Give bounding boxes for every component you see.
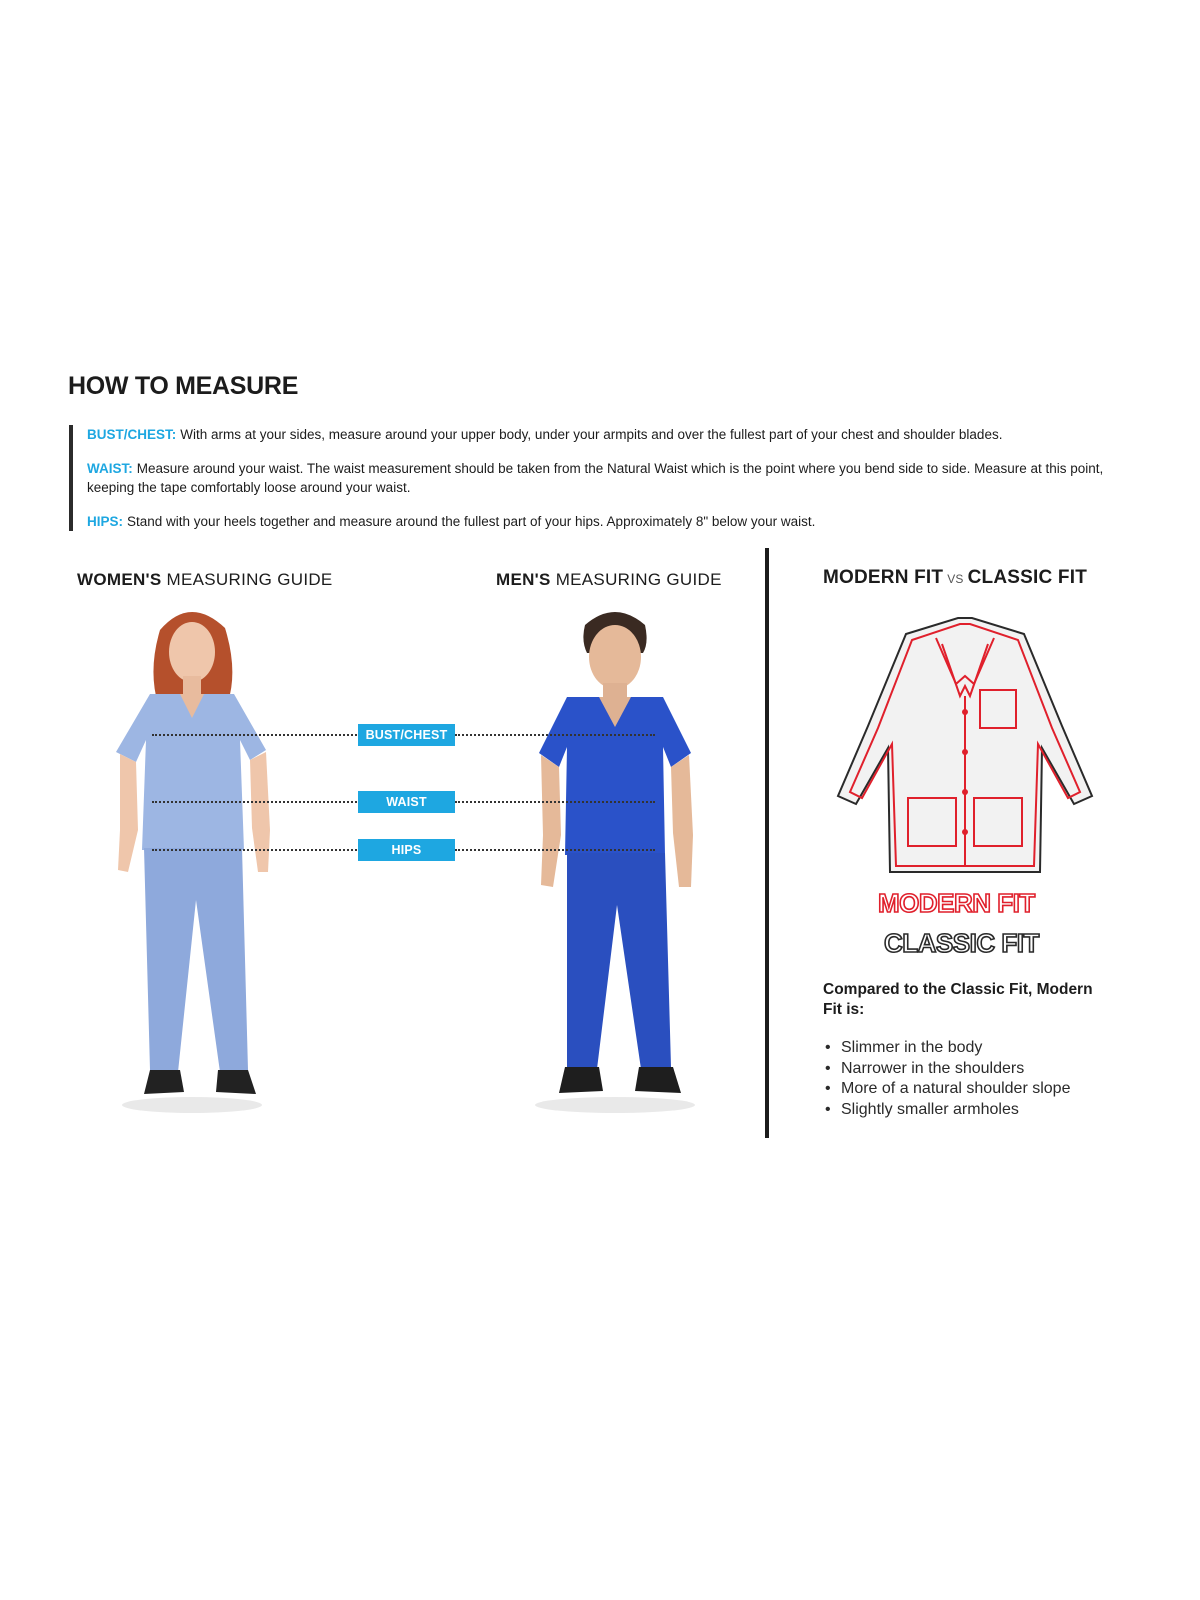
definition-term: BUST/CHEST:	[87, 427, 177, 442]
measurement-definitions	[69, 425, 1137, 531]
definition-hips	[87, 512, 1137, 531]
section-divider	[765, 548, 769, 1138]
mens-guide-title	[496, 570, 722, 590]
hips-line-men	[455, 849, 655, 851]
fit-title-left: MODERN FIT	[823, 567, 944, 588]
compare-heading: Compared to the Classic Fit, Modern Fit is:	[823, 981, 1093, 1018]
definition-text: Measure around your waist. The waist measurement should be taken from the Natural Waist which is the point where you bend side to side. Measure at this point, keeping the tape comfortably loose around your waist.	[87, 461, 1104, 495]
page-title: HOW TO MEASURE	[68, 372, 299, 400]
list-item: • More of a natural shoulder slope	[823, 1079, 1070, 1100]
hips-label: HIPS	[358, 839, 455, 861]
hips-line-women	[152, 849, 357, 851]
list-item: • Narrower in the shoulders	[823, 1059, 1070, 1080]
woman-figure-image	[100, 600, 300, 1120]
waist-line-women	[152, 801, 357, 803]
definition-waist	[87, 459, 1137, 497]
definition-text: Stand with your heels together and measure around the fullest part of your hips. Approximately 8" below your waist.	[127, 514, 816, 529]
man-figure-image	[515, 605, 715, 1125]
waist-label: WAIST	[358, 791, 455, 813]
guide-title-strong: MEN'S	[496, 570, 551, 589]
womens-guide-title	[77, 570, 333, 590]
classic-fit-label: CLASSIC FIT	[884, 928, 1039, 958]
list-item: • Slimmer in the body	[823, 1038, 1070, 1059]
guide-title-strong: WOMEN'S	[77, 570, 162, 589]
modern-fit-label: MODERN FIT	[878, 888, 1035, 918]
guide-title-light: MEASURING GUIDE	[550, 570, 722, 589]
list-item: • Slightly smaller armholes	[823, 1100, 1070, 1121]
fit-comparison-title	[823, 567, 1087, 589]
bust-line-men	[455, 734, 655, 736]
lab-coat-illustration	[830, 616, 1100, 874]
modern-fit-features	[823, 1038, 1070, 1120]
fit-title-right: CLASSIC FIT	[967, 567, 1088, 588]
fit-title-vs: VS	[947, 572, 964, 586]
bust-line-women	[152, 734, 357, 736]
guide-title-light: MEASURING GUIDE	[161, 570, 333, 589]
definition-text: With arms at your sides, measure around your upper body, under your armpits and over the fullest part of your chest and shoulder blades.	[180, 427, 1003, 442]
bust-chest-label: BUST/CHEST	[358, 724, 455, 746]
definition-term: HIPS:	[87, 514, 124, 529]
definition-bust	[87, 425, 1137, 444]
definition-term: WAIST:	[87, 461, 133, 476]
waist-line-men	[455, 801, 655, 803]
